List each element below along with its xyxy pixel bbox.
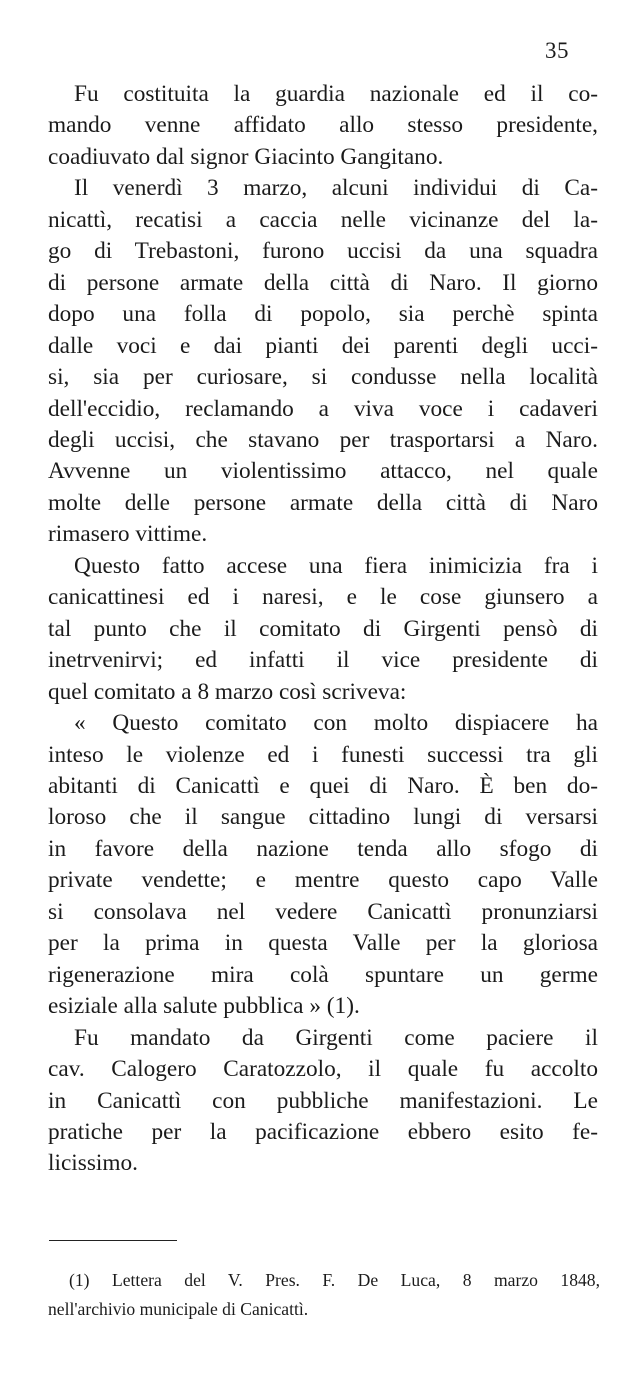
text-line: Fu mandato da Girgenti come paciere il	[74, 1024, 598, 1051]
text-line: dopo una folla di popolo, sia perchè spinta	[48, 301, 598, 328]
text-line: molte delle persone armate della città di Naro	[48, 489, 598, 516]
text-line: inteso le violenze ed i funesti successi tra gli	[48, 741, 598, 768]
text-line: inetrvenirvi; ed infatti il vice presidente di	[48, 647, 598, 674]
text-line: Questo fatto accese una fiera inimicizia fra i	[74, 552, 598, 579]
text-line: esiziale alla salute pubblica » (1).	[48, 993, 360, 1020]
text-line: abitanti di Canicattì e quei di Naro. È ben do-	[48, 772, 598, 799]
footnote-line: (1) Lettera del V. Pres. F. De Luca, 8 marzo 1848,	[69, 1270, 600, 1290]
text-line: per la prima in questa Valle per la gloriosa	[48, 930, 598, 957]
text-line: Il venerdì 3 marzo, alcuni individui di Ca-	[74, 175, 598, 202]
text-line: si consolava nel vedere Canicattì pronunziarsi	[48, 898, 598, 925]
footnote-divider	[49, 1240, 177, 1241]
text-line: pratiche per la pacificazione ebbero esito fe-	[48, 1118, 598, 1145]
text-line: rigenerazione mira colà spuntare un germe	[48, 961, 598, 988]
text-line: mando venne affidato allo stesso presidente,	[48, 112, 598, 139]
text-line: Fu costituita la guardia nazionale ed il co-	[74, 81, 598, 107]
text-line: quel comitato a 8 marzo così scriveva:	[48, 678, 407, 705]
text-line: canicattinesi ed i naresi, e le cose giunsero a	[48, 584, 598, 611]
text-line: tal punto che il comitato di Girgenti pensò di	[48, 615, 598, 642]
paragraph	[48, 551, 598, 708]
text-line: in Canicattì con pubbliche manifestazioni. Le	[48, 1087, 598, 1114]
text-line: in favore della nazione tenda allo sfogo di	[48, 835, 598, 862]
text-line: coadiuvato dal signor Giacinto Gangitano.	[48, 143, 444, 170]
quotation-paragraph	[48, 708, 598, 1023]
text-line: rimasero vittime.	[48, 521, 208, 548]
text-line: dalle voci e dai pianti dei parenti degli ucci-	[48, 332, 598, 359]
footnote	[48, 1266, 600, 1324]
footnote-line: nell'archivio municipale di Canicattì.	[48, 1299, 309, 1319]
text-line: licissimo.	[48, 1150, 138, 1177]
text-line: degli uccisi, che stavano per trasportarsi a Naro.	[48, 426, 598, 453]
paragraph	[48, 79, 598, 173]
text-line: nicattì, recatisi a caccia nelle vicinanze del la-	[48, 206, 598, 233]
text-line: go di Trebastoni, furono uccisi da una squadra	[48, 238, 598, 265]
text-line: private vendette; e mentre questo capo Valle	[48, 867, 598, 894]
body-text	[48, 79, 598, 1180]
text-line: loroso che il sangue cittadino lungi di versarsi	[48, 804, 598, 831]
text-line: dell'eccidio, reclamando a viva voce i cadaveri	[48, 395, 598, 422]
text-line: Avvenne un violentissimo attacco, nel quale	[48, 458, 598, 485]
page-number: 35	[545, 38, 569, 63]
text-line: si, sia per curiosare, si condusse nella località	[48, 364, 598, 391]
paragraph	[48, 1023, 598, 1180]
text-line: cav. Calogero Caratozzolo, il quale fu accolto	[48, 1056, 598, 1083]
text-line: di persone armate della città di Naro. Il giorno	[48, 269, 598, 296]
paragraph	[48, 173, 598, 550]
text-line: « Questo comitato con molto dispiacere ha	[74, 710, 598, 737]
